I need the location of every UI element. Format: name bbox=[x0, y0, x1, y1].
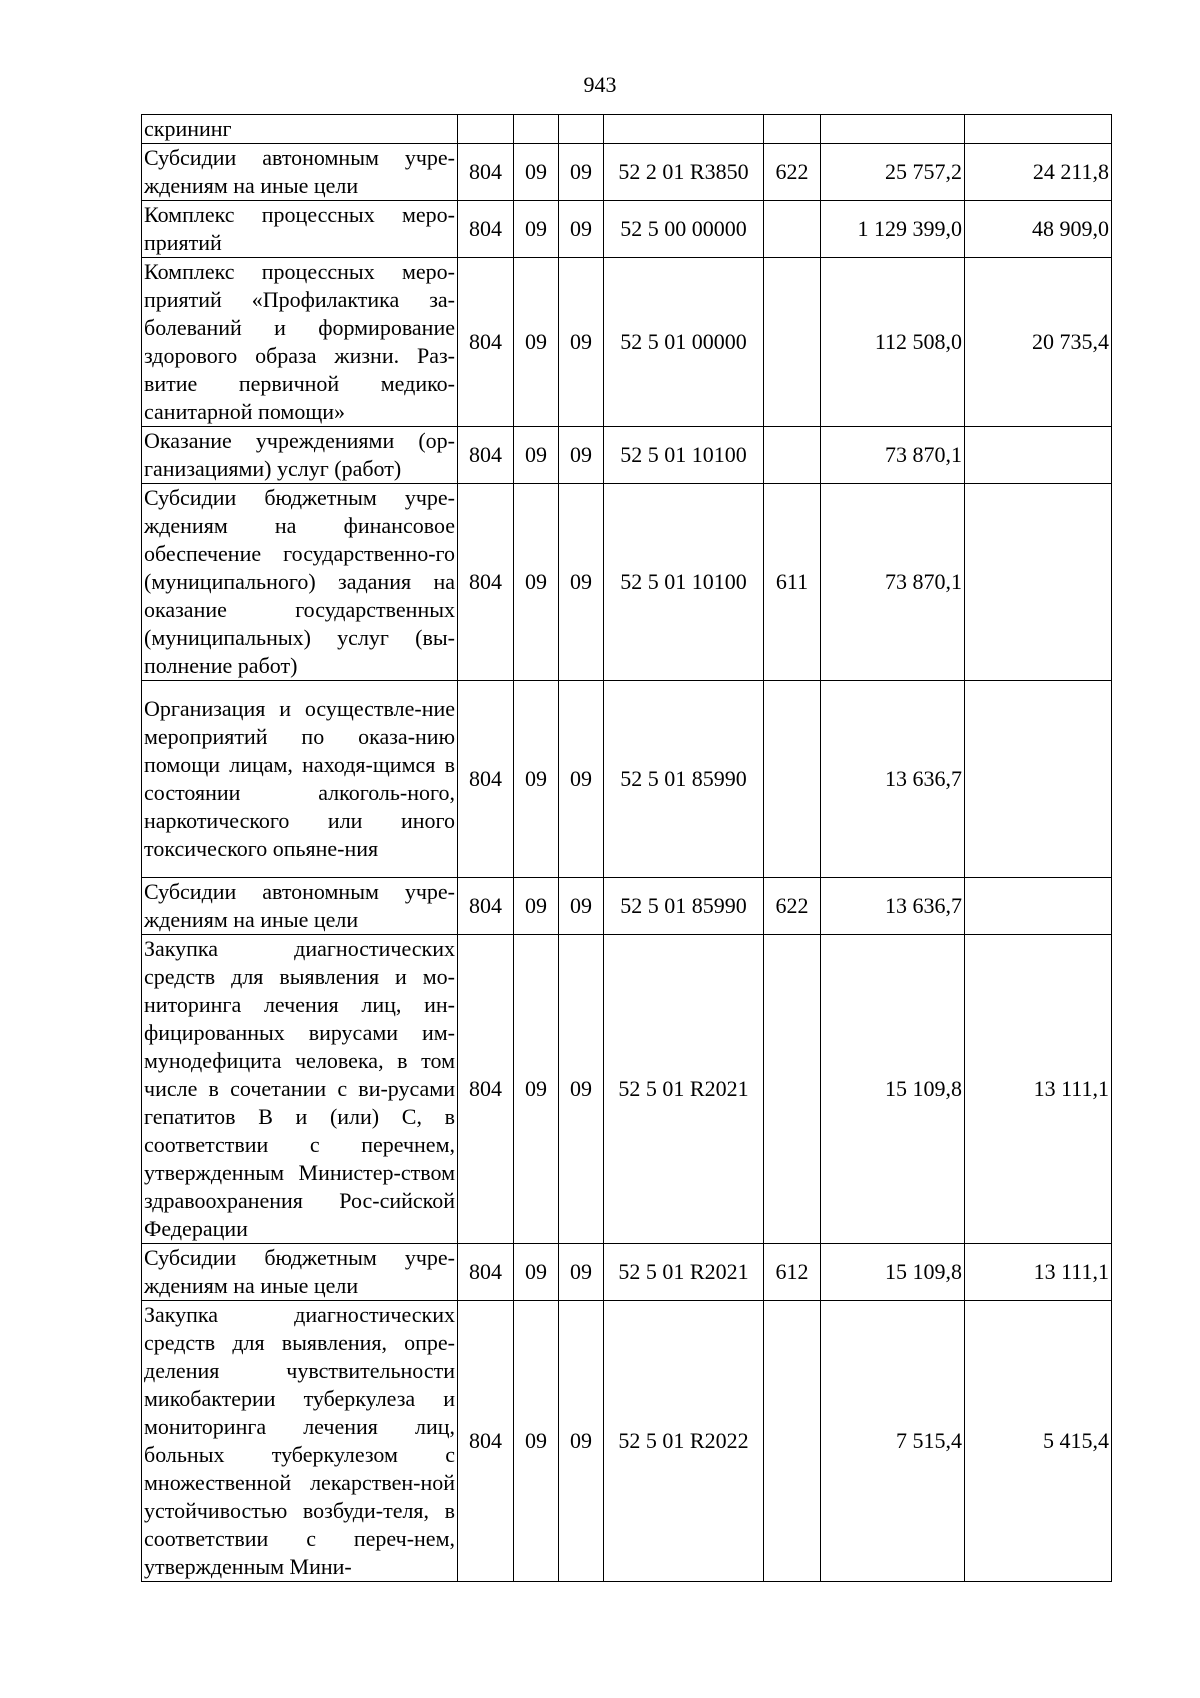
row-name: Комплекс процессных меро-приятий «Профилактика за-болеваний и формирование здорового образа жизни. Раз-витие первичной медико-санитарной помощи» bbox=[142, 258, 458, 427]
row-rz: 09 bbox=[514, 484, 559, 681]
row-sum1: 73 870,1 bbox=[821, 427, 965, 484]
table-row bbox=[142, 115, 1112, 144]
row-sum1: 73 870,1 bbox=[821, 484, 965, 681]
row-pr: 09 bbox=[559, 1301, 604, 1582]
row-name: Субсидии бюджетным учре-ждениям на финансовое обеспечение государственно-го (муниципального) задания на оказание государственных (муниципальных) услуг (вы-полнение работ) bbox=[142, 484, 458, 681]
row-pr: 09 bbox=[559, 878, 604, 935]
row-csr: 52 5 01 00000 bbox=[604, 258, 764, 427]
row-ved: 804 bbox=[458, 1244, 514, 1301]
row-sum1 bbox=[821, 115, 965, 144]
row-vr bbox=[764, 681, 821, 878]
row-ved bbox=[458, 115, 514, 144]
row-rz: 09 bbox=[514, 144, 559, 201]
row-rz: 09 bbox=[514, 427, 559, 484]
row-pr: 09 bbox=[559, 935, 604, 1244]
row-sum2 bbox=[965, 878, 1112, 935]
row-csr bbox=[604, 115, 764, 144]
row-ved: 804 bbox=[458, 258, 514, 427]
row-sum2: 20 735,4 bbox=[965, 258, 1112, 427]
table-row bbox=[142, 144, 1112, 201]
row-name: Закупка диагностических средств для выявления, опре-деления чувствительности микобактерии туберкулеза и мониторинга лечения лиц, больных туберкулезом с множественной лекарствен-ной устойчивостью возбуди-теля, в соответствии с переч-нем, утвержденным Мини- bbox=[142, 1301, 458, 1582]
row-csr: 52 5 01 85990 bbox=[604, 878, 764, 935]
row-sum1: 13 636,7 bbox=[821, 681, 965, 878]
row-csr: 52 5 01 R2022 bbox=[604, 1301, 764, 1582]
row-pr: 09 bbox=[559, 201, 604, 258]
row-pr: 09 bbox=[559, 681, 604, 878]
row-ved: 804 bbox=[458, 484, 514, 681]
row-rz bbox=[514, 115, 559, 144]
row-sum2 bbox=[965, 484, 1112, 681]
row-sum2 bbox=[965, 681, 1112, 878]
table-row bbox=[142, 484, 1112, 681]
row-sum1: 112 508,0 bbox=[821, 258, 965, 427]
row-sum2: 13 111,1 bbox=[965, 935, 1112, 1244]
row-sum1: 7 515,4 bbox=[821, 1301, 965, 1582]
row-pr: 09 bbox=[559, 427, 604, 484]
row-rz: 09 bbox=[514, 258, 559, 427]
row-csr: 52 5 01 10100 bbox=[604, 427, 764, 484]
row-csr: 52 5 01 85990 bbox=[604, 681, 764, 878]
row-sum1: 15 109,8 bbox=[821, 935, 965, 1244]
row-sum2: 24 211,8 bbox=[965, 144, 1112, 201]
row-pr: 09 bbox=[559, 144, 604, 201]
row-vr bbox=[764, 1301, 821, 1582]
row-name: Закупка диагностических средств для выявления и мо-ниторинга лечения лиц, ин-фицированных вирусами им-мунодефицита человека, в том числе в сочетании с ви-русами гепатитов B и (или) C, в соответствии с перечнем, утвержденным Министер-ством здравоохранения Рос-сийской Федерации bbox=[142, 935, 458, 1244]
row-csr: 52 5 00 00000 bbox=[604, 201, 764, 258]
table-row bbox=[142, 201, 1112, 258]
row-sum2: 13 111,1 bbox=[965, 1244, 1112, 1301]
row-sum2 bbox=[965, 115, 1112, 144]
row-ved: 804 bbox=[458, 935, 514, 1244]
row-vr: 612 bbox=[764, 1244, 821, 1301]
row-sum1: 15 109,8 bbox=[821, 1244, 965, 1301]
row-vr: 622 bbox=[764, 878, 821, 935]
table-row bbox=[142, 1301, 1112, 1582]
row-name: Субсидии автономным учре-ждениям на иные цели bbox=[142, 878, 458, 935]
row-vr bbox=[764, 201, 821, 258]
row-pr bbox=[559, 115, 604, 144]
row-name: Субсидии бюджетным учре-ждениям на иные цели bbox=[142, 1244, 458, 1301]
row-sum1: 1 129 399,0 bbox=[821, 201, 965, 258]
row-name: Комплекс процессных меро-приятий bbox=[142, 201, 458, 258]
row-vr bbox=[764, 935, 821, 1244]
row-ved: 804 bbox=[458, 201, 514, 258]
row-ved: 804 bbox=[458, 144, 514, 201]
row-sum2: 48 909,0 bbox=[965, 201, 1112, 258]
row-rz: 09 bbox=[514, 1301, 559, 1582]
row-rz: 09 bbox=[514, 681, 559, 878]
table-row bbox=[142, 1244, 1112, 1301]
row-ved: 804 bbox=[458, 681, 514, 878]
row-vr: 611 bbox=[764, 484, 821, 681]
row-csr: 52 5 01 R2021 bbox=[604, 1244, 764, 1301]
row-sum1: 13 636,7 bbox=[821, 878, 965, 935]
row-csr: 52 2 01 R3850 bbox=[604, 144, 764, 201]
row-rz: 09 bbox=[514, 201, 559, 258]
row-csr: 52 5 01 10100 bbox=[604, 484, 764, 681]
table-row bbox=[142, 935, 1112, 1244]
row-vr bbox=[764, 427, 821, 484]
page-number: 943 bbox=[583, 72, 617, 97]
table-row bbox=[142, 258, 1112, 427]
row-sum2: 5 415,4 bbox=[965, 1301, 1112, 1582]
row-sum2 bbox=[965, 427, 1112, 484]
row-name: Субсидии автономным учре-ждениям на иные цели bbox=[142, 144, 458, 201]
row-name: Организация и осуществле-ние мероприятий по оказа-нию помощи лицам, находя-щимся в состоянии алкоголь-ного, наркотического или иного токсического опьяне-ния bbox=[142, 681, 458, 878]
row-pr: 09 bbox=[559, 484, 604, 681]
table-row bbox=[142, 427, 1112, 484]
row-rz: 09 bbox=[514, 1244, 559, 1301]
row-csr: 52 5 01 R2021 bbox=[604, 935, 764, 1244]
row-vr: 622 bbox=[764, 144, 821, 201]
row-ved: 804 bbox=[458, 427, 514, 484]
row-rz: 09 bbox=[514, 878, 559, 935]
row-vr bbox=[764, 115, 821, 144]
row-sum1: 25 757,2 bbox=[821, 144, 965, 201]
table-row bbox=[142, 878, 1112, 935]
row-name: скрининг bbox=[142, 115, 458, 144]
row-rz: 09 bbox=[514, 935, 559, 1244]
row-name: Оказание учреждениями (ор-ганизациями) услуг (работ) bbox=[142, 427, 458, 484]
table-row bbox=[142, 681, 1112, 878]
row-ved: 804 bbox=[458, 878, 514, 935]
row-ved: 804 bbox=[458, 1301, 514, 1582]
row-vr bbox=[764, 258, 821, 427]
row-pr: 09 bbox=[559, 1244, 604, 1301]
row-pr: 09 bbox=[559, 258, 604, 427]
budget-table bbox=[141, 114, 1112, 1582]
